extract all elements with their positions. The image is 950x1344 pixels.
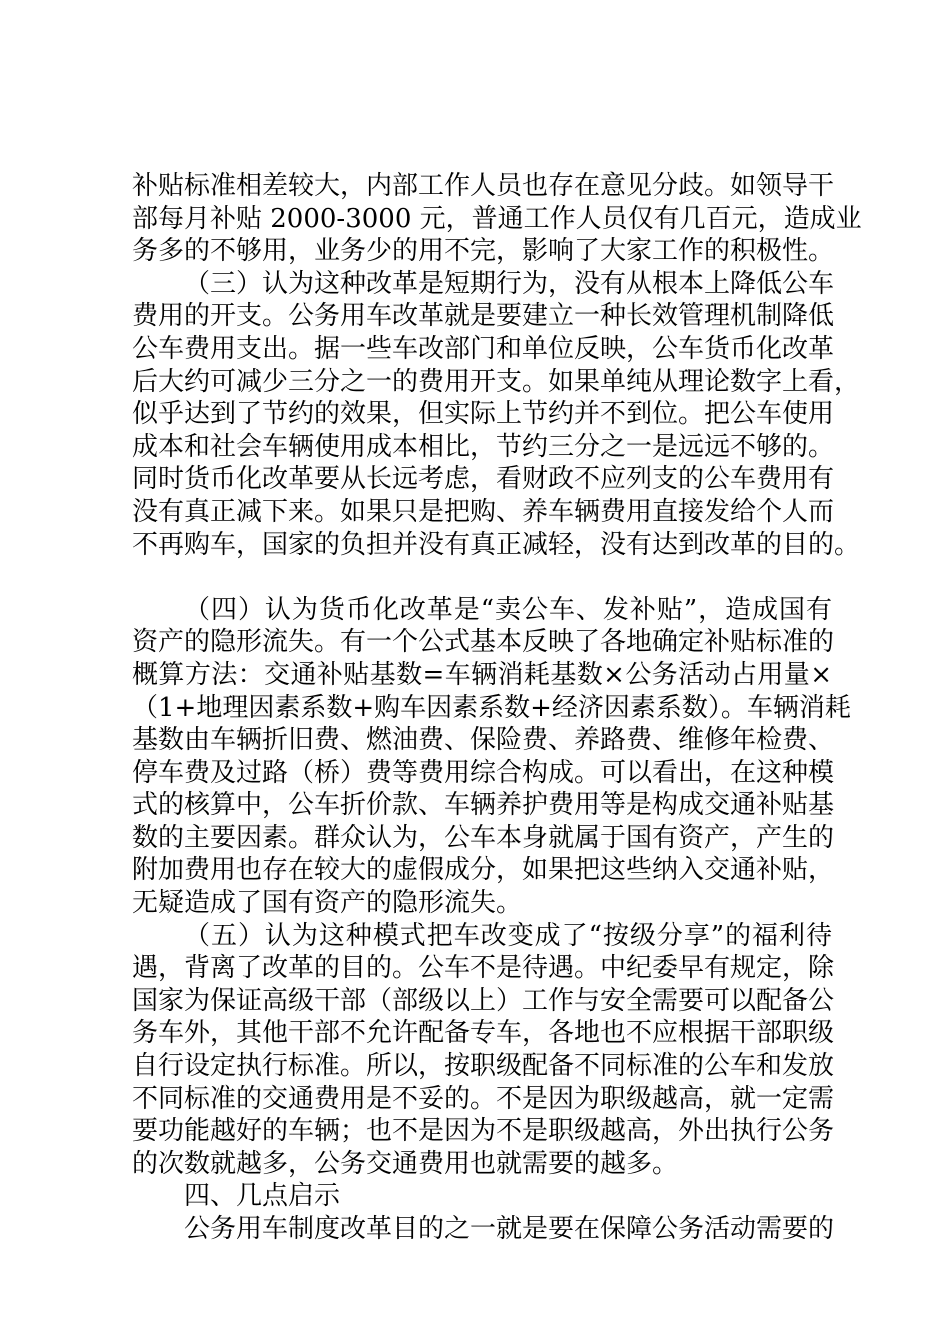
text-line: 停车费及过路（桥）费等费用综合构成。可以看出，在这种模: [132, 757, 835, 788]
text-line: 式的核算中，公车折价款、车辆养护费用等是构成交通补贴基: [132, 790, 835, 821]
text-line: （五）认为这种模式把车改变成了“按级分享”的福利待: [184, 920, 832, 951]
text-line: 不同标准的交通费用是不妥的。不是因为职级越高，就一定需: [132, 1083, 835, 1114]
text-line: 部每月补贴 2000-3000 元，普通工作人员仅有几百元，造成业: [132, 203, 862, 234]
text-line: 自行设定执行标准。所以，按职级配备不同标准的公车和发放: [132, 1051, 835, 1082]
text-line: 成本和社会车辆使用成本相比，节约三分之一是远远不够的。: [132, 431, 835, 462]
text-line: 的次数就越多，公务交通费用也就需要的越多。: [132, 1148, 679, 1179]
text-line: 公务用车制度改革目的之一就是要在保障公务活动需要的: [184, 1214, 835, 1244]
text-line: 务多的不够用，业务少的用不完，影响了大家工作的积极性。: [132, 236, 835, 267]
text-line: （四）认为货币化改革是“卖公车、发补贴”，造成国有: [184, 594, 832, 625]
text-line: 遇，背离了改革的目的。公车不是待遇。中纪委早有规定，除: [132, 953, 835, 984]
text-line: 基数由车辆折旧费、燃油费、保险费、养路费、维修年检费、: [132, 725, 835, 756]
paragraph-subsidy-gap: [132, 170, 862, 268]
text-line: 后大约可减少三分之一的费用开支。如果单纯从理论数字上看，: [132, 366, 861, 397]
text-line: 概算方法：交通补贴基数=车辆消耗基数×公务活动占用量×: [132, 659, 832, 690]
text-line: 要功能越好的车辆；也不是因为不是职级越高，外出执行公务: [132, 1116, 835, 1147]
section-heading: 四、几点启示: [184, 1181, 341, 1212]
text-line: 费用的开支。公务用车改革就是要建立一种长效管理机制降低: [132, 301, 835, 332]
text-line: 似乎达到了节约的效果，但实际上节约并不到位。把公车使用: [132, 399, 835, 430]
text-line: 不再购车，国家的负担并没有真正减轻，没有达到改革的目的。: [132, 529, 861, 560]
text-line: 务车外，其他干部不允许配备专车，各地也不应根据干部职级: [132, 1018, 835, 1049]
text-line: 附加费用也存在较大的虚假成分，如果把这些纳入交通补贴，: [132, 855, 835, 886]
paragraph-point-four: [132, 594, 851, 920]
text-line: 同时货币化改革要从长远考虑，看财政不应列支的公车费用有: [132, 464, 835, 495]
paragraph-point-five: [132, 920, 835, 1181]
text-line: 无疑造成了国有资产的隐形流失。: [132, 888, 523, 919]
text-line: 资产的隐形流失。有一个公式基本反映了各地确定补贴标准的: [132, 627, 835, 658]
text-line: 数的主要因素。群众认为，公车本身就属于国有资产，产生的: [132, 822, 835, 853]
text-line: 公车费用支出。据一些车改部门和单位反映，公车货币化改革: [132, 333, 835, 364]
paragraph-spacer: [132, 561, 832, 594]
text-line: （1+地理因素系数+购车因素系数+经济因素系数）。车辆消耗: [132, 692, 851, 723]
text-line: 补贴标准相差较大，内部工作人员也存在意见分歧。如领导干: [132, 171, 835, 201]
paragraph-point-three: [132, 268, 861, 561]
body-text: [132, 170, 862, 1246]
section-heading-insights: [132, 1180, 832, 1213]
text-line: 国家为保证高级干部（部级以上）工作与安全需要可以配备公: [132, 985, 835, 1016]
paragraph-insights-start: [132, 1213, 835, 1246]
text-line: 没有真正减下来。如果只是把购、养车辆费用直接发给个人而: [132, 496, 835, 527]
text-line: （三）认为这种改革是短期行为，没有从根本上降低公车: [184, 268, 835, 299]
